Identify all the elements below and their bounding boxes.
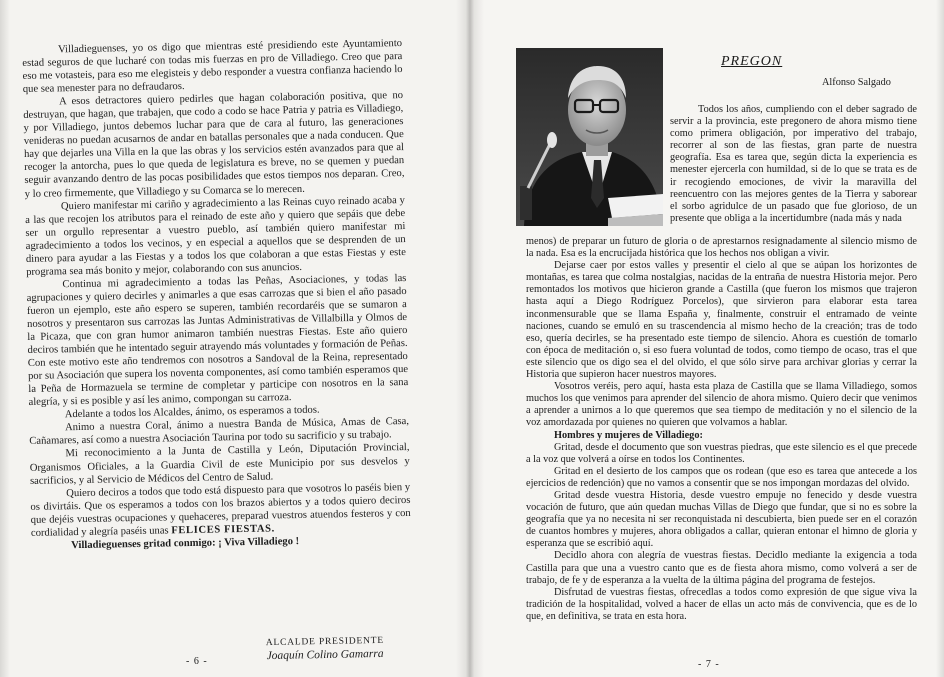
paragraph: Mi reconocimiento a la Junta de Castilla y León, Diputación Provincial, Organismos Oficiales, a la Guardia Civil de este Municipio por sus desvelos y sacrificios, y al Servicio de Médicos del Centro de Salud.	[29, 442, 410, 487]
right-page-edge	[936, 0, 944, 677]
page-number-left: - 6 -	[186, 656, 208, 667]
paragraph: Todos los años, cumpliendo con el deber sagrado de servir a la provincia, este pregonero de ahora mismo tiene como primera obligación, por imperativo del trabajo, recorrer al son de las fiestas, gran parte de nuestra geografía. Esa es tarea que, según dicta la experiencia es menester ejercerla con humildad, si de lo que se trata es de ir recogiendo emociones, de vivir la maravilla del reencuentro con las mejores gentes de la Tierra y saborear el sorbo agridulce de un pasado que fue glorioso, de un presente que obliga a la incertidumbre (nada más y nada	[670, 104, 917, 224]
paragraph: Disfrutad de vuestras fiestas, ofrecedlas a todos como expresión de que sigue viva la tradición de la hospitalidad, volved a hacer de ellas un acto más de convivencia, que es de lo que, en definitiva, se trata en esta hora.	[526, 586, 917, 622]
paragraph: Dejarse caer por estos valles y presentir el cielo al que se aúpan los horizontes de montañas, es tarea que colma nostalgias, nacidas de la entraña de nuestra Historia mejor. Pero remontados los motivos que hicieron grande a Castilla (que fueron los mismos que trajeron hasta aquí a Diego Rodríguez Porcelos), que sirvieron para elaborar esta tarea inconmensurable que se llama España y, finalmente, construir el entramado de veinte naciones, cuando se emuló en su trascendencia al mismo hecho de la creación; tras de todo eso, quería decirles, se ha presentado este tiempo de silencio. Ahora es cuestión de tomarlo con época de meditación o, si eso fuera voluntad de todos, como tiempo de ocaso, tras el que este silencio que os digo sea el del olvido, el que sólo sirve para archivar glorias y cerrar la Historia que supieron hacer nuestros mayores.	[526, 260, 917, 381]
body-text	[526, 236, 917, 623]
right-page	[472, 0, 944, 677]
paragraph: A esos detractores quiero pedirles que hagan colaboración positiva, que no destruyan, que hagan, que trabajen, que codo a codo se hace Patria y patria es Villadiego, y por Villadiego, juntos debemos luchar para que de cara al futuro, las generaciones venideras no puedan acusarnos de andar en batallas personales que a nada conducen. Que hay que dejarles una Villa en la que las obras y los servicios estén avanzados para que al recoger la antorcha, pues lo que queda de legislatura es breve, no se quemen y puedan seguir avanzando dentro de las pocas posibilidades que estos tiempos nos deparan. Creo, y lo creo firmemente, que Villadiego y su Comarca se lo merecen.	[23, 90, 405, 200]
paragraph: Animo a nuestra Coral, ánimo a nuestra Banda de Música, Amas de Casa, Cañamares, así como a nuestra Asociación Taurina por todo su sacrificio y su trabajo.	[29, 416, 410, 448]
slogan: Villadieguenses gritad conmigo: ¡ Viva Villadiego !	[71, 535, 300, 551]
felices-fiestas: FELICES FIESTAS.	[171, 523, 275, 537]
page-number-right: - 7 -	[698, 659, 720, 670]
signature-name: Joaquín Colino Gamarra	[266, 647, 384, 663]
signature-block	[250, 636, 400, 663]
page-title: PREGON	[721, 54, 783, 69]
intro-text	[670, 104, 917, 225]
paragraph: Quiero manifestar mi cariño y agradecimiento a las Reinas cuyo reinado acaba y a las que recojen los atributos para el reinado de este año y quiero que sepáis que debe ser un orgullo representar a vuestro pueblo, así también quiero manifestar mi agradecimiento a todos los vecinos, y en especial a aquellos que se desprenden de un dinero para ayudar a las Fiestas y a todos los que colaboran a que estas Fiestas y este programa sea más bonito y mejor, colaborando con sus anuncios.	[25, 194, 406, 278]
book-gutter	[456, 0, 484, 677]
author-name: Alfonso Salgado	[822, 77, 891, 88]
left-page-text	[22, 37, 411, 553]
speaker-portrait-photo	[516, 48, 663, 226]
paragraph: Gritad en el desierto de los campos que os rodean (que eso es tarea que antecede a los ejercicios de redención) que no vamos a consentir que se nos impongan mordazas del olvido.	[526, 465, 917, 489]
left-page-edge	[0, 0, 10, 677]
paragraph: menos) de preparar un futuro de gloria o de aprestarnos resignadamente al silencio mismo de la nada. Esa es la encrucijada histórica que los hechos nos obligan a vivir.	[526, 236, 917, 260]
left-page	[0, 0, 468, 677]
closing-text: Quiero deciros a todos que todo está dispuesto para que vosotros lo paséis bien y os divirtáis. Que os esperamos a todos con los brazos abiertos y a todos quiero deciros que dejéis vuestras ocupaciones y quehaceres, preparad vuestros atuendos festeros y con cordialidad y alegría paséis unas	[30, 481, 411, 539]
paragraph: Vosotros veréis, pero aquí, hasta esta plaza de Castilla que se llama Villadiego, somos muchos los que venimos para aprender del silencio de ahora mismo. Quiero decir que venimos a aprender a unirnos a lo que queremos que sea tiempo de meditación y no el silencio de la voz amordazada por quienes no quieren que volvamos a hablar.	[526, 381, 917, 429]
signature-title: ALCALDE PRESIDENTE	[265, 635, 385, 649]
speaker-photo	[516, 48, 663, 226]
paragraph: Adelante a todos los Alcaldes, ánimo, os esperamos a todos.	[64, 404, 320, 421]
paragraph: Gritad desde vuestra Historia, desde vuestro empuje no fenecido y desde vuestra vocación de futuro, que aún quedan muchas Villas de Diego que fundar, que si no es sobre la geografía que ya no necesita ni ser reconquistada ni descubierta, bien puede ser en el corazón de cuantos hombres y mujeres, ahora obligados a callar, quieran entonar el himno de gloria y esperanza que se escribió aquí.	[526, 489, 917, 550]
paragraph: Continua mi agradecimiento a todas las Peñas, Asociaciones, y todas las agrupaciones y quiero decirles y animarles a que esas carrozas que si bien el año pasado fueron un ejemplo, este año espero se superen, también recordaréis que se sumaron a nosotros y presentaron sus carrozas las Juntas Administrativas de Villalbilla y Olmos de la Picaza, que con gran humor animaron también nuestras Fiestas. Este año quiero deciros también que he intentado seguir atrayendo más voluntades y formación de Peñas. Con este motivo este año tendremos con nosotros a Sandoval de la Reina, representado por su Asociación que supera los noventa componentes, así como también esperamos que la Peña de Hormazuela se termine de completar y participe con nosotros en la sana alegría, y si es posible y así les animo, compongan su carroza.	[26, 272, 409, 409]
section-heading: Hombres y mujeres de Villadiego:	[554, 429, 703, 441]
paragraph: Decidlo ahora con alegría de vuestras fiestas. Decidlo mediante la exigencia a toda Castilla para que una a vuestro canto que es de fiesta ahora mismo, como volverá a ser de trabajo, de fe y de esperanza a la vuelta de la última página del programa de festejos.	[526, 550, 917, 586]
closing-paragraph	[30, 481, 411, 540]
paragraph: Villadieguenses, yo os digo que mientras esté presidiendo este Ayuntamiento estad seguros de que lucharé con todas mis fuerzas en pro de Villadiego. Creo que para eso me votasteis, para eso me elegisteis y debo responder a vuestra confianza haciendo lo que sea menester para no defraudaros.	[22, 38, 403, 96]
paragraph: Gritad, desde el documento que son vuestras piedras, que este silencio es el que precede a la voz que volverá a oírse en todos los Continentes.	[526, 441, 917, 465]
